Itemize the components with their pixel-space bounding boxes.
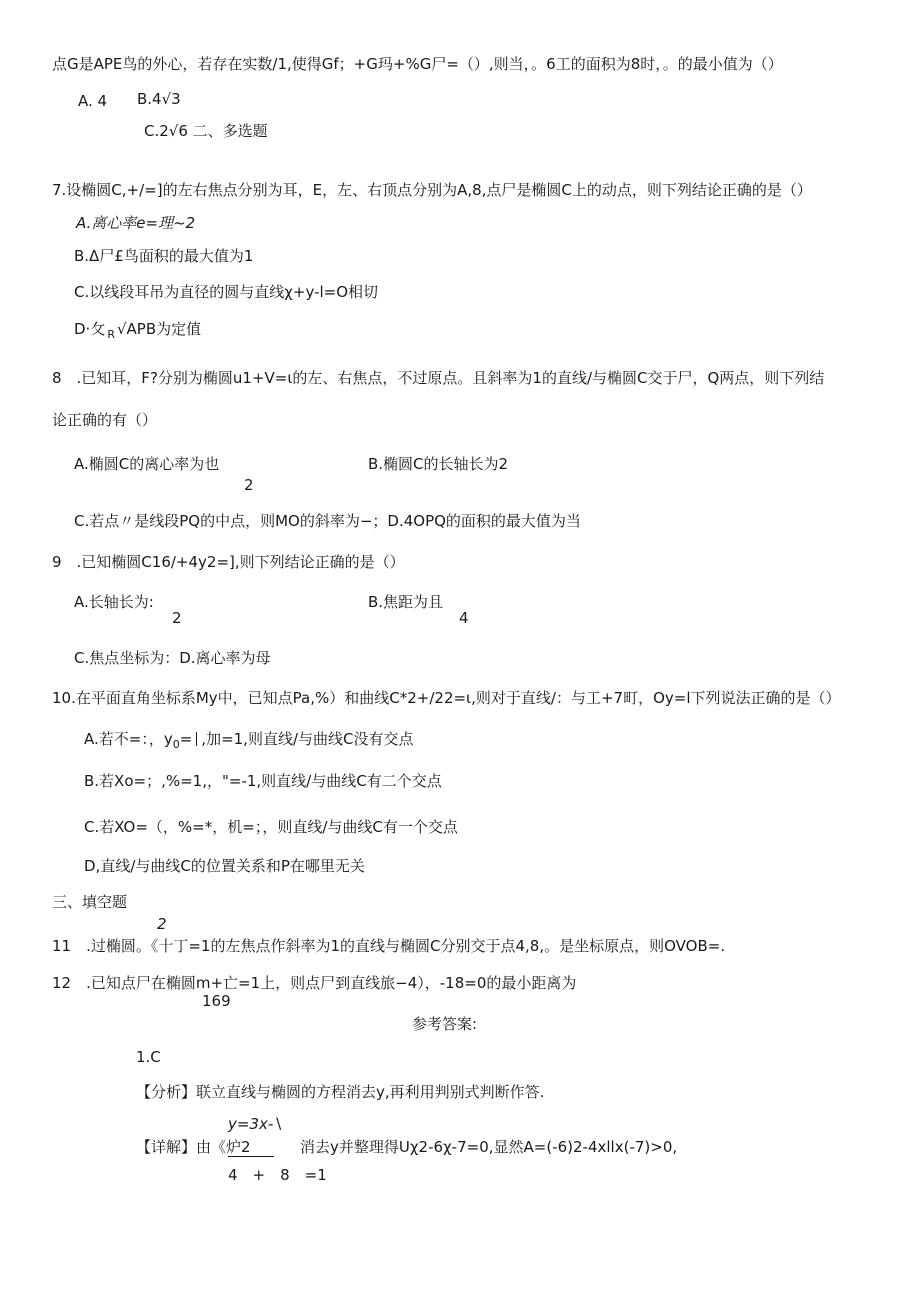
q10-option-a-part1: A.若不=：，y [84, 730, 173, 748]
q8-option-b: B.椭圆C的长轴长为2 [368, 455, 509, 473]
q11-superscript: 2 [157, 915, 167, 933]
q10-option-a-bar [196, 732, 197, 746]
q8-option-a: A.椭圆C的离心率为也 [74, 455, 220, 473]
q10-option-c: C.若XO=（，%=*，机=；，则直线/与曲线C有一个交点 [84, 818, 458, 836]
answer-1-detail-label: 【详解】由《炉2 [136, 1138, 251, 1156]
q9-option-cd: C.焦点坐标为：D.离心率为母 [74, 649, 271, 667]
answer-1-detail-rest: 消去y并整理得Uχ2-6χ-7=0,显然A=(-6)2-4xllx(-7)>0, [300, 1138, 678, 1156]
q6-option-b: B.4√3 [137, 90, 181, 108]
q10-option-d: D,直线/与曲线C的位置关系和P在哪里无关 [84, 857, 365, 875]
q8-stem-line2: 论正确的有（） [52, 411, 158, 429]
q7-option-c: C.以线段耳吊为直径的圆与直线χ+y-l=O相切 [74, 283, 379, 301]
answer-1-system-top: y=3x-∖ [228, 1115, 283, 1133]
section-fill-in-heading: 三、填空题 [52, 893, 128, 911]
q8-stem-line1: 8 .已知耳，F?分别为椭圆u1+V=ι的左、右焦点，不过原点。且斜率为1的直线/与椭圆C交于尸，Q两点，则下列结 [52, 369, 825, 387]
q8-option-cd: C.若点〃是线段PQ的中点，则MO的斜率为−；D.4OPQ的面积的最大值为当 [74, 512, 581, 530]
q6-stem: 点G是APE鸟的外心，若存在实数/1,使得Gf；+G玛+%G尸=（）,则当，。6工的面积为8时，。的最小值为（） [52, 55, 783, 73]
q7-option-d-rest: √APB为定值 [116, 320, 202, 338]
answer-1: 1.C [136, 1048, 161, 1066]
answer-1-analysis: 【分析】联立直线与椭圆的方程消去y,再利用判别式判断作答. [136, 1083, 545, 1101]
q7-option-a: A.离心率e=理~2 [76, 214, 196, 232]
q10-option-a-subscript: 0 [172, 738, 180, 751]
answers-title: 参考答案: [412, 1015, 478, 1033]
q10-option-b: B.若Xo=；,%=1,，"=-1,则直线/与曲线C有二个交点 [84, 772, 442, 790]
q9-option-a: A.长轴长为: [74, 593, 154, 611]
q12-subscript: 169 [202, 992, 231, 1010]
q11-stem: 11 .过椭圆。《十丁=1的左焦点作斜率为1的直线与椭圆C分别交于点4,8,。是坐标原点，则OVOB=. [52, 937, 726, 955]
answer-1-system-bottom: 4 + 8 =1 [228, 1166, 327, 1184]
q7-option-d-main: D·攵 [74, 320, 106, 338]
q8-option-a-denominator: 2 [244, 476, 254, 494]
q9-option-a-denominator: 2 [172, 609, 182, 627]
q9-option-b: B.焦距为且 [368, 593, 444, 611]
q7-stem: 7.设椭圆C,+/=]的左右焦点分别为耳，E，左、右顶点分别为A,8,点尸是椭圆C上的动点，则下列结论正确的是（） [52, 181, 812, 199]
q6-option-a: A. 4 [78, 92, 108, 110]
answer-1-fraction-bars [228, 1156, 274, 1158]
q10-option-a-part2: = [179, 730, 193, 748]
q7-option-d-sub: R [107, 328, 115, 341]
q10-stem: 10.在平面直角坐标系My中，已知点Pa,%）和曲线C*2+∕22=ι,则对于直线/：与工+7町，Oy=l下列说法正确的是（） [52, 689, 841, 707]
q12-stem: 12 .已知点尸在椭圆m+亡=1上，则点尸到直线旅−4），-18=0的最小距离为 [52, 974, 577, 992]
q10-option-a-part3: ,加=1,则直线/与曲线C没有交点 [201, 730, 414, 748]
q10-option-a [84, 730, 413, 754]
q9-option-b-denominator: 4 [459, 609, 469, 627]
q9-stem: 9 .已知椭圆C16∕+4y2=],则下列结论正确的是（） [52, 553, 405, 571]
q7-option-d [74, 320, 201, 344]
q6-option-c-and-section2: C.2√6 二、多选题 [144, 122, 268, 140]
q7-option-b: B.Δ尸£鸟面积的最大值为1 [74, 247, 254, 265]
